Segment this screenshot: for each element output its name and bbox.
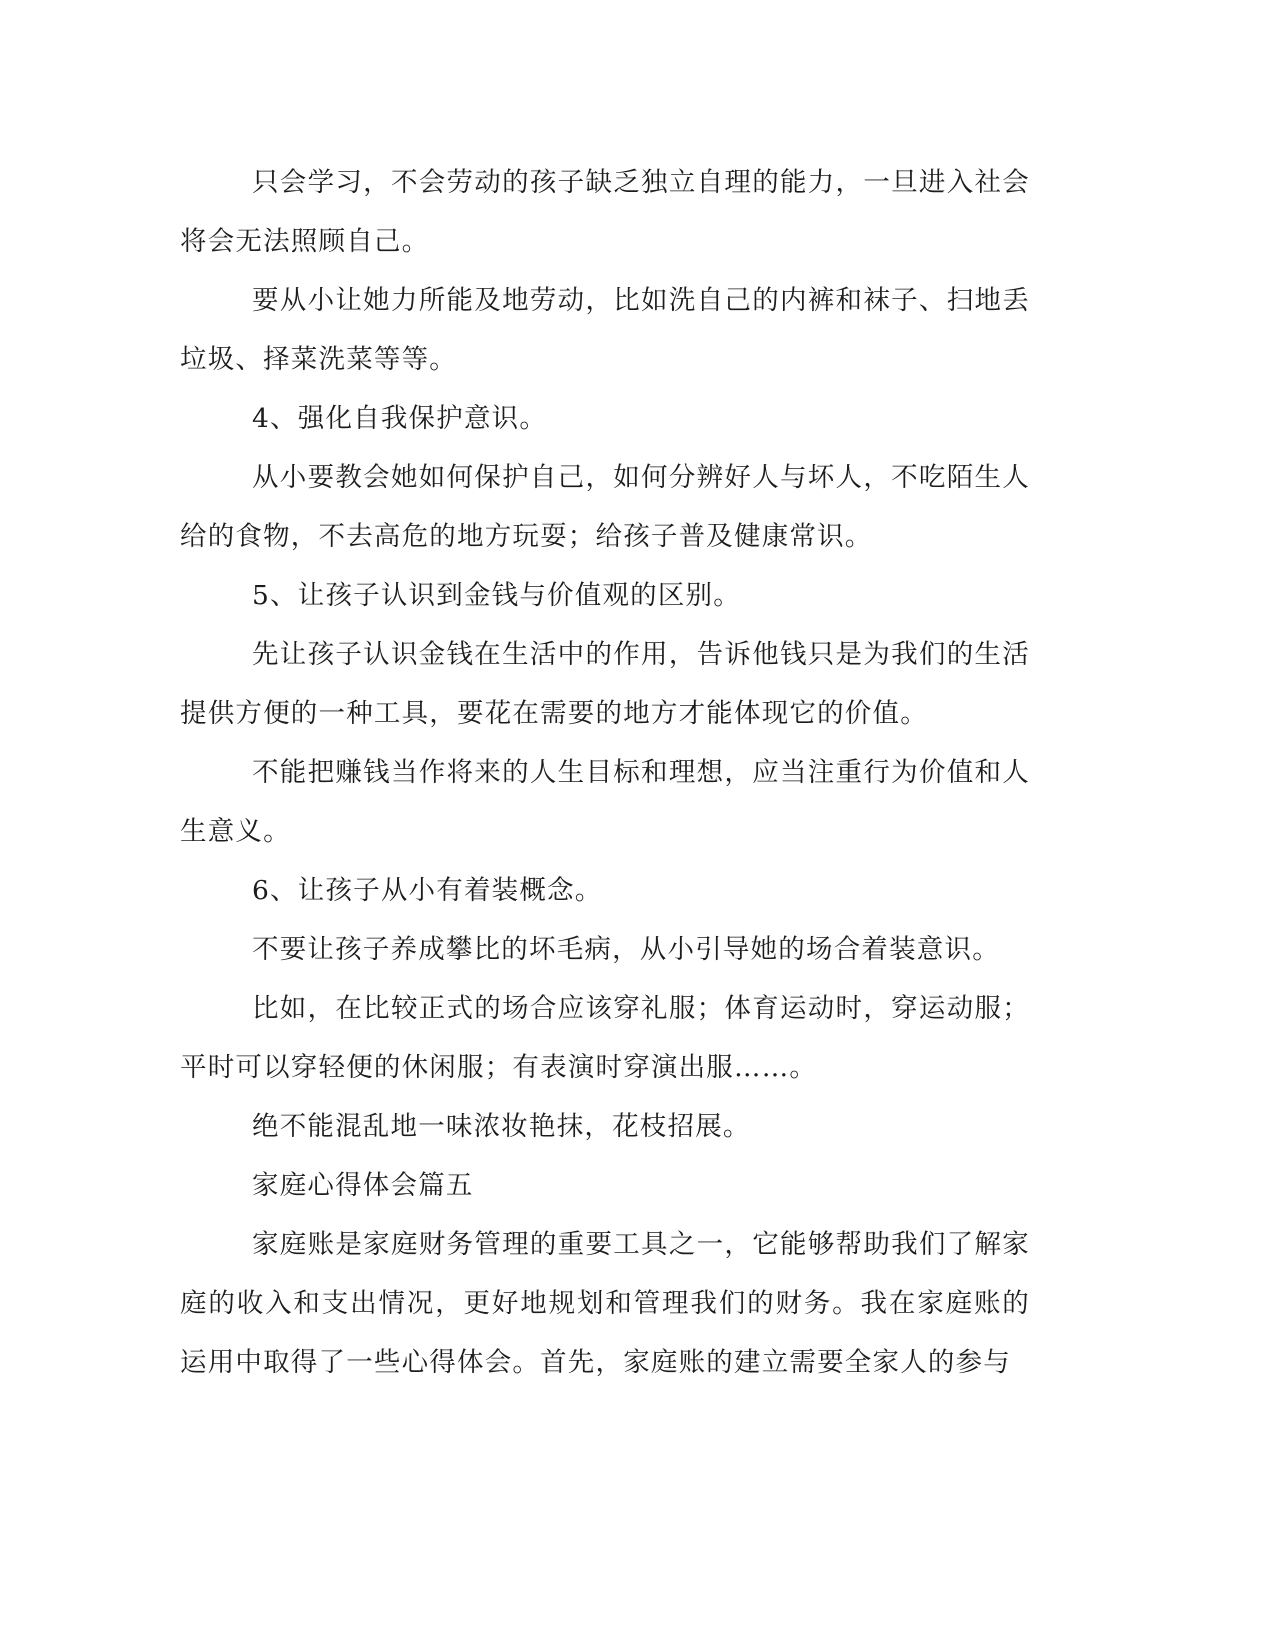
chapter-title: 家庭心得体会篇五 [252, 1170, 474, 1201]
section-heading: 6、让孩子从小有着装概念。 [252, 875, 603, 906]
paragraph: 不能把赚钱当作将来的人生目标和理想，应当注重行为价值和人生意义。 [180, 757, 1030, 847]
paragraph: 家庭账是家庭财务管理的重要工具之一，它能够帮助我们了解家庭的收入和支出情况，更好地规划和管理我们的财务。我在家庭账的运用中取得了一些心得体会。首先，家庭账的建立需要全家人的参与 [180, 1229, 1030, 1378]
paragraph: 绝不能混乱地一味浓妆艳抹，花枝招展。 [252, 1111, 751, 1142]
paragraph: 从小要教会她如何保护自己，如何分辨好人与坏人，不吃陌生人给的食物，不去高危的地方玩耍；给孩子普及健康常识。 [180, 462, 1030, 552]
section-heading: 5、让孩子认识到金钱与价值观的区别。 [252, 580, 741, 611]
paragraph: 要从小让她力所能及地劳动，比如洗自己的内裤和袜子、扫地丢垃圾、择菜洗菜等等。 [180, 285, 1030, 375]
paragraph: 比如，在比较正式的场合应该穿礼服；体育运动时，穿运动服；平时可以穿轻便的休闲服；有表演时穿演出服……。 [180, 993, 1030, 1083]
section-heading: 4、强化自我保护意识。 [252, 403, 548, 434]
paragraph: 先让孩子认识金钱在生活中的作用，告诉他钱只是为我们的生活提供方便的一种工具，要花在需要的地方才能体现它的价值。 [180, 639, 1030, 729]
document-body [180, 153, 1030, 1392]
paragraph: 只会学习，不会劳动的孩子缺乏独立自理的能力，一旦进入社会将会无法照顾自己。 [180, 167, 1030, 257]
paragraph: 不要让孩子养成攀比的坏毛病，从小引导她的场合着装意识。 [252, 934, 1000, 965]
